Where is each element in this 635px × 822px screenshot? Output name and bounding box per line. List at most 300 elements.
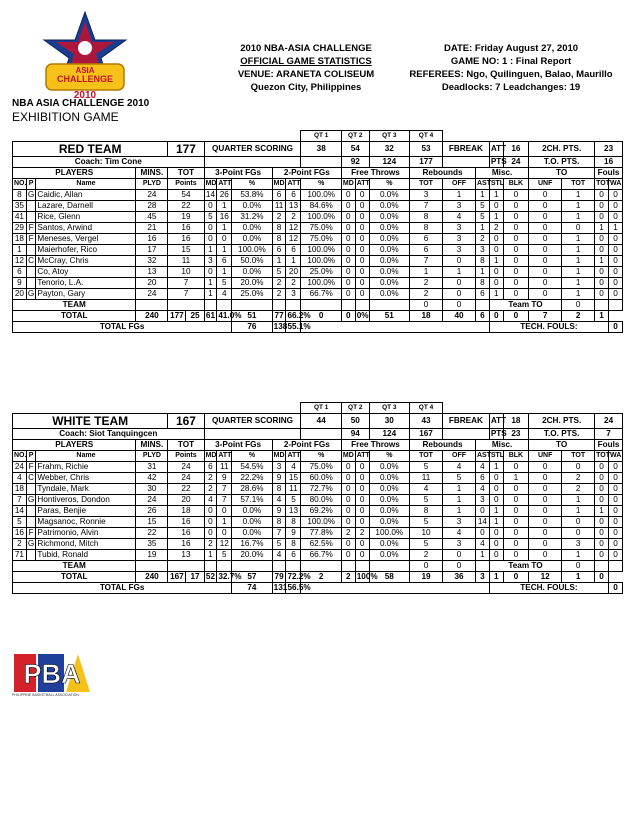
stat-cell: 29 bbox=[13, 223, 27, 234]
game-date: DATE: Friday August 27, 2010 bbox=[443, 43, 579, 54]
stat-cell: 1 bbox=[217, 517, 232, 528]
stat-cell: P bbox=[26, 179, 36, 190]
stat-cell: 0 bbox=[355, 517, 369, 528]
pba-logo bbox=[12, 652, 92, 694]
stat-cell: MD bbox=[272, 451, 286, 462]
stat-cell: BLK bbox=[503, 451, 529, 462]
stat-cell: 1 bbox=[562, 201, 595, 212]
red-fbreak-att: 16 bbox=[503, 142, 529, 157]
stat-cell: OFF bbox=[443, 451, 476, 462]
city: Quezon City, Philippines bbox=[250, 82, 362, 93]
stat-cell: Free Throws bbox=[341, 168, 409, 179]
to-pts-label: T.O. PTS. bbox=[529, 157, 595, 168]
stat-cell: 20.0% bbox=[232, 550, 272, 561]
qt3-label: QT 3 bbox=[369, 131, 409, 142]
white-team-score-row bbox=[13, 414, 623, 429]
stat-cell: 240 bbox=[136, 311, 168, 322]
stat-cell: 31.2% bbox=[232, 212, 272, 223]
stat-cell: 4 bbox=[476, 484, 490, 495]
stat-cell: 167 bbox=[410, 429, 443, 440]
stat-cell: 0 bbox=[595, 267, 609, 278]
stat-cell: 25.0% bbox=[301, 267, 341, 278]
stat-cell: 0 bbox=[562, 462, 595, 473]
stat-cell: 2-Point FGs bbox=[272, 440, 341, 451]
stat-cell: 58 bbox=[369, 572, 409, 583]
stat-cell: 0 bbox=[529, 245, 562, 256]
stat-cell: 18 bbox=[13, 234, 27, 245]
stat-cell: 24 bbox=[168, 462, 204, 473]
stat-cell: 5 bbox=[410, 517, 443, 528]
stat-cell: TECH. FOULS: bbox=[489, 583, 608, 594]
stat-cell: 51 bbox=[369, 311, 409, 322]
stat-cell: 4 bbox=[204, 495, 217, 506]
stat-cell: 2-Point FGs bbox=[272, 168, 341, 179]
stat-cell: 15 bbox=[286, 473, 301, 484]
stat-cell: 20 bbox=[13, 289, 27, 300]
stat-cell: 72.7% bbox=[301, 484, 341, 495]
stat-cell: 0 bbox=[355, 506, 369, 517]
stat-cell: 138 bbox=[273, 322, 288, 331]
stat-cell: 0.0% bbox=[369, 245, 409, 256]
stat-cell: 12 bbox=[13, 256, 27, 267]
stat-cell: 8 bbox=[286, 539, 301, 550]
stat-cell: ATT bbox=[355, 451, 369, 462]
stat-cell: 52 bbox=[205, 572, 215, 581]
stat-cell: G bbox=[27, 190, 35, 199]
stat-cell: 2 bbox=[489, 223, 503, 234]
stat-cell: 0 bbox=[443, 289, 476, 300]
red-qs-4: 53 bbox=[410, 142, 443, 157]
stat-cell: G bbox=[27, 289, 35, 298]
stat-cell: 0 bbox=[529, 550, 562, 561]
red-header-row-2 bbox=[13, 179, 623, 190]
stat-cell: 8 bbox=[410, 223, 443, 234]
stat-cell: 44 bbox=[301, 414, 341, 429]
stat-cell: 3 bbox=[272, 462, 286, 473]
stat-cell: STL bbox=[489, 179, 503, 190]
stat-cell: 0 bbox=[503, 550, 529, 561]
stat-cell: 0 bbox=[341, 278, 355, 289]
stat-cell: 24 bbox=[595, 414, 623, 429]
stat-cell bbox=[26, 267, 36, 278]
red-qs-cum-3: 124 bbox=[369, 157, 409, 168]
stat-cell: QT 1 bbox=[301, 403, 341, 414]
stat-cell bbox=[443, 429, 490, 440]
stat-cell: 0 bbox=[529, 223, 562, 234]
red-qs-cum-4: 177 bbox=[410, 157, 443, 168]
stat-cell: 3 bbox=[476, 245, 490, 256]
stat-cell: 1 bbox=[204, 278, 217, 289]
stat-cell: 0 bbox=[341, 484, 355, 495]
fbreak-label: FBREAK bbox=[443, 142, 490, 157]
stat-cell: 79 bbox=[272, 572, 286, 583]
stat-cell: 19 bbox=[136, 550, 168, 561]
stat-cell: 20 bbox=[168, 495, 204, 506]
stat-cell bbox=[204, 300, 217, 311]
stat-cell: MINS. bbox=[136, 440, 168, 451]
red-to-pts: 16 bbox=[595, 157, 623, 168]
stat-cell: 12 bbox=[529, 572, 562, 583]
stat-cell: Frahm, Richie bbox=[36, 462, 136, 473]
stat-cell: 1 bbox=[286, 256, 301, 267]
stat-cell: 5 bbox=[410, 495, 443, 506]
white-coach: Coach: Siot Tanquingcen bbox=[13, 429, 205, 440]
stat-cell: 0 bbox=[503, 506, 529, 517]
stat-cell: 1 bbox=[13, 245, 27, 256]
stat-cell bbox=[168, 561, 204, 572]
stat-cell: F bbox=[26, 234, 36, 245]
stat-cell: 0 bbox=[204, 528, 217, 539]
stat-cell: 0 bbox=[529, 517, 562, 528]
stat-cell: 0 bbox=[608, 212, 622, 223]
stat-cell: McCray, Chris bbox=[36, 256, 136, 267]
stat-cell: 1 bbox=[489, 256, 503, 267]
stat-cell: 14 bbox=[476, 517, 490, 528]
stat-cell: 66.2% bbox=[287, 311, 311, 320]
stat-cell: 0.0% bbox=[232, 267, 272, 278]
stat-cell: TOTAL bbox=[13, 311, 136, 322]
stat-cell: 11 bbox=[168, 256, 204, 267]
stat-cell: 2 bbox=[272, 212, 286, 223]
stat-cell: 6 bbox=[286, 190, 301, 201]
white-coach-row bbox=[13, 429, 623, 440]
stat-cell bbox=[301, 583, 489, 594]
stat-cell: TEAM bbox=[13, 300, 136, 311]
stat-cell: TOT bbox=[562, 451, 595, 462]
stat-cell: 50 bbox=[341, 414, 369, 429]
white-team-stats-table bbox=[12, 402, 623, 594]
stat-cell: 32 bbox=[136, 256, 168, 267]
stat-cell: 0.0% bbox=[369, 473, 409, 484]
stat-cell: 11 bbox=[410, 473, 443, 484]
red-team-to-label: Team TO bbox=[489, 300, 561, 311]
stat-cell: 0 bbox=[355, 212, 369, 223]
stat-cell: 1 bbox=[503, 473, 529, 484]
stat-cell: 0 bbox=[608, 539, 622, 550]
red-player-row bbox=[13, 234, 623, 245]
white-team-row bbox=[13, 561, 623, 572]
stat-cell: 19 bbox=[168, 212, 204, 223]
stat-cell: 1 bbox=[489, 572, 503, 583]
stat-cell: 0 bbox=[595, 539, 609, 550]
stat-cell: 3 bbox=[286, 289, 301, 300]
stat-cell: Paras, Benjie bbox=[36, 506, 136, 517]
red-player-row bbox=[13, 212, 623, 223]
stat-cell: 0 bbox=[489, 550, 503, 561]
stat-cell: 0 bbox=[595, 201, 609, 212]
stat-cell: 0 bbox=[489, 267, 503, 278]
stat-cell: 1 bbox=[204, 245, 217, 256]
stat-cell: 0.0% bbox=[369, 278, 409, 289]
stat-cell: 57 bbox=[232, 572, 272, 583]
stat-cell: 26 bbox=[136, 506, 168, 517]
stat-cell: 0 bbox=[341, 473, 355, 484]
stat-cell: Tubid, Ronald bbox=[36, 550, 136, 561]
red-coach-row bbox=[13, 157, 623, 168]
pba-logo-text: PBA bbox=[23, 659, 81, 689]
stat-cell: 0 bbox=[341, 245, 355, 256]
red-player-row bbox=[13, 223, 623, 234]
stat-cell: 0 bbox=[608, 462, 622, 473]
stat-cell bbox=[286, 300, 301, 311]
stat-cell: 1 bbox=[489, 517, 503, 528]
stat-cell: 8 bbox=[13, 190, 27, 201]
stat-cell: 0 bbox=[503, 223, 529, 234]
stat-cell: 66.7% bbox=[301, 289, 341, 300]
stat-cell: 7 bbox=[595, 429, 623, 440]
stat-cell: 131 bbox=[273, 583, 288, 592]
qt4-label: QT 4 bbox=[410, 131, 443, 142]
stat-cell: 41 bbox=[13, 212, 27, 223]
stat-cell: 43 bbox=[410, 414, 443, 429]
stat-cell: 8 bbox=[410, 212, 443, 223]
stat-cell: 5 bbox=[443, 473, 476, 484]
stat-cell: 0 bbox=[529, 473, 562, 484]
stat-cell: 9 bbox=[272, 506, 286, 517]
red-player-row bbox=[13, 267, 623, 278]
stat-cell: 0 bbox=[355, 201, 369, 212]
stat-cell: Meneses, Vergel bbox=[36, 234, 136, 245]
qt2-label: QT 2 bbox=[341, 131, 369, 142]
red-player-row bbox=[13, 289, 623, 300]
stat-cell: 0 bbox=[608, 495, 622, 506]
stat-cell: 2 bbox=[410, 278, 443, 289]
stat-cell: 0.0% bbox=[369, 256, 409, 267]
stat-cell: 60.0% bbox=[301, 473, 341, 484]
stat-cell: 1 bbox=[595, 311, 609, 322]
stat-cell: 5 bbox=[217, 278, 232, 289]
stat-cell: 0 bbox=[595, 572, 609, 583]
stat-cell: Points bbox=[168, 451, 204, 462]
stat-cell: 3-Point FGs bbox=[204, 440, 272, 451]
stat-cell: 31 bbox=[136, 462, 168, 473]
stat-cell: 24 bbox=[136, 289, 168, 300]
stat-cell: 0 bbox=[529, 506, 562, 517]
stat-cell: 1 bbox=[217, 201, 232, 212]
stat-cell: Maierhofer, Rico bbox=[36, 245, 136, 256]
stat-cell: C bbox=[28, 473, 35, 482]
stat-cell: 1 bbox=[204, 289, 217, 300]
stat-cell: 3 bbox=[443, 539, 476, 550]
stat-cell: 72.2% bbox=[287, 572, 311, 581]
stat-cell bbox=[608, 561, 622, 572]
stat-cell: 1 bbox=[595, 256, 609, 267]
stat-cell: 6 bbox=[476, 311, 490, 322]
stat-cell: NO. bbox=[13, 179, 27, 190]
stat-cell: 0 bbox=[410, 300, 443, 311]
stat-cell: OFF bbox=[443, 179, 476, 190]
stat-cell: 41.0% bbox=[218, 311, 242, 320]
white-player-row bbox=[13, 539, 623, 550]
stat-cell: 2 bbox=[204, 539, 217, 550]
stat-cell: 5 bbox=[272, 267, 286, 278]
stat-cell: QT 3 bbox=[369, 403, 409, 414]
stat-cell: 32.7% bbox=[218, 572, 242, 581]
stat-cell bbox=[369, 300, 409, 311]
game-number: GAME NO: 1 : Final Report bbox=[450, 56, 572, 67]
stat-cell: 0 bbox=[355, 190, 369, 201]
stat-cell: 0 bbox=[476, 506, 490, 517]
stat-cell: 6 bbox=[272, 245, 286, 256]
stat-cell: 1 bbox=[489, 462, 503, 473]
red-qs-2: 54 bbox=[341, 142, 369, 157]
asia-challenge-logo bbox=[40, 10, 130, 102]
stat-cell bbox=[355, 300, 369, 311]
stat-cell: 13 bbox=[286, 506, 301, 517]
stat-cell: 3 bbox=[443, 517, 476, 528]
stat-cell: 0 bbox=[503, 572, 529, 583]
stat-cell: 26 bbox=[217, 190, 232, 201]
stat-cell: 0 bbox=[608, 201, 622, 212]
stat-cell: 4 bbox=[217, 289, 232, 300]
stat-cell: 4 bbox=[272, 550, 286, 561]
stat-cell: 20 bbox=[136, 278, 168, 289]
stat-cell: STL bbox=[489, 451, 503, 462]
stat-cell: 2 bbox=[286, 212, 301, 223]
stat-cell: 6 bbox=[476, 473, 490, 484]
stat-cell: 57.1% bbox=[232, 495, 272, 506]
stat-cell: 21 bbox=[136, 223, 168, 234]
stat-cell: 4 bbox=[443, 212, 476, 223]
stat-cell: 18 bbox=[168, 506, 204, 517]
stat-cell: 1 bbox=[217, 223, 232, 234]
red-team-name: RED TEAM bbox=[13, 142, 168, 157]
stat-cell: 0.0% bbox=[232, 528, 272, 539]
stat-cell: 0 bbox=[341, 462, 355, 473]
stat-cell: 0 bbox=[608, 278, 622, 289]
stat-cell: 16 bbox=[136, 234, 168, 245]
stat-cell: 16 bbox=[168, 223, 204, 234]
red-tech-fouls-label: TECH. FOULS: bbox=[489, 322, 608, 333]
stat-cell: 51 bbox=[232, 311, 272, 322]
stat-cell: 0 bbox=[529, 267, 562, 278]
stat-cell bbox=[608, 300, 622, 311]
stat-cell: 0 bbox=[595, 462, 609, 473]
stat-cell: 0 bbox=[503, 201, 529, 212]
stat-cell: % bbox=[301, 179, 341, 190]
stat-cell: 0.0% bbox=[369, 289, 409, 300]
stat-cell: 1 bbox=[443, 484, 476, 495]
stat-cell: TOTAL FGs bbox=[13, 583, 232, 594]
stat-cell: 3 bbox=[476, 572, 490, 583]
red-player-row bbox=[13, 278, 623, 289]
stat-cell: 0 bbox=[529, 234, 562, 245]
stat-cell: 1 bbox=[562, 245, 595, 256]
stat-cell: 16 bbox=[168, 539, 204, 550]
stat-cell: 10 bbox=[410, 528, 443, 539]
white-player-row bbox=[13, 495, 623, 506]
stat-cell: 8 bbox=[286, 517, 301, 528]
stat-cell: 0.0% bbox=[369, 234, 409, 245]
red-team-score-row bbox=[13, 142, 623, 157]
stat-cell: 0 bbox=[341, 212, 355, 223]
stat-cell: 2 bbox=[286, 278, 301, 289]
stat-cell: 24 bbox=[13, 462, 27, 473]
stat-cell: TO bbox=[529, 168, 595, 179]
stat-cell: 2 bbox=[13, 539, 27, 550]
stat-cell: 6 bbox=[476, 289, 490, 300]
stat-cell: 1 bbox=[489, 212, 503, 223]
stat-cell: 15 bbox=[136, 517, 168, 528]
stat-cell: 76 bbox=[232, 322, 272, 333]
stat-cell: 8 bbox=[272, 484, 286, 495]
stat-cell: 0 bbox=[595, 190, 609, 201]
stat-cell: PLAYERS bbox=[13, 440, 136, 451]
stat-cell bbox=[301, 300, 341, 311]
stat-cell: 0.0% bbox=[232, 201, 272, 212]
white-player-row bbox=[13, 506, 623, 517]
stat-cell: F bbox=[26, 462, 36, 473]
stat-cell: 0 bbox=[204, 517, 217, 528]
stat-cell: 124 bbox=[369, 429, 409, 440]
stat-cell: 0 bbox=[217, 506, 232, 517]
stat-cell: 0.0% bbox=[369, 495, 409, 506]
stat-cell: 0 bbox=[529, 528, 562, 539]
stat-cell bbox=[136, 561, 168, 572]
stat-cell: 13 bbox=[286, 201, 301, 212]
stat-cell: 0 bbox=[608, 289, 622, 300]
stat-cell: 25.0% bbox=[232, 289, 272, 300]
stat-cell bbox=[13, 131, 301, 142]
stat-cell: 8 bbox=[476, 256, 490, 267]
stat-cell: 0.0% bbox=[232, 506, 272, 517]
stat-cell: 6 bbox=[272, 190, 286, 201]
fbreak-att-label: ATT bbox=[489, 142, 503, 157]
stat-cell: 0 bbox=[341, 506, 355, 517]
stat-cell: 0 bbox=[341, 517, 355, 528]
stat-cell: 1 bbox=[476, 223, 490, 234]
stat-cell bbox=[217, 561, 232, 572]
stat-cell: 1 bbox=[562, 289, 595, 300]
stat-cell: 0 bbox=[503, 267, 529, 278]
white-player-row bbox=[13, 473, 623, 484]
stat-cell: 0 bbox=[608, 245, 622, 256]
stat-cell: 1 bbox=[489, 289, 503, 300]
stat-cell: 0 bbox=[595, 484, 609, 495]
stat-cell bbox=[595, 561, 609, 572]
stat-cell: 0% bbox=[356, 311, 369, 320]
stat-cell: 20 bbox=[286, 267, 301, 278]
stat-cell: 0 bbox=[503, 289, 529, 300]
stat-cell: 1 bbox=[272, 256, 286, 267]
stat-cell bbox=[286, 561, 301, 572]
stat-cell bbox=[204, 157, 301, 168]
stat-cell bbox=[26, 484, 36, 495]
stat-cell: 0 bbox=[355, 234, 369, 245]
stat-cell: Tenorio, L.A. bbox=[36, 278, 136, 289]
stat-cell: F bbox=[26, 528, 36, 539]
stat-cell: 0 bbox=[608, 267, 622, 278]
stat-cell: 1 bbox=[476, 550, 490, 561]
stat-cell: 18 bbox=[13, 484, 27, 495]
stat-cell: 1 bbox=[595, 223, 609, 234]
stat-cell: 0 bbox=[608, 506, 622, 517]
stat-cell: 0.0% bbox=[369, 550, 409, 561]
quarter-scoring-label: QUARTER SCORING bbox=[204, 142, 301, 157]
stat-cell: 1 bbox=[443, 506, 476, 517]
stat-cell: 0 bbox=[529, 462, 562, 473]
stat-cell: 0 bbox=[355, 539, 369, 550]
stat-cell: 0 bbox=[355, 278, 369, 289]
qt1-label: QT 1 bbox=[301, 131, 341, 142]
stat-cell: WA bbox=[608, 451, 622, 462]
stat-cell: 53.8% bbox=[232, 190, 272, 201]
stat-cell: 56.5% bbox=[287, 583, 311, 592]
stat-cell: 167 bbox=[168, 572, 186, 583]
stat-cell: 77.8% bbox=[301, 528, 341, 539]
stat-cell: ATT bbox=[217, 179, 232, 190]
white-player-row bbox=[13, 528, 623, 539]
